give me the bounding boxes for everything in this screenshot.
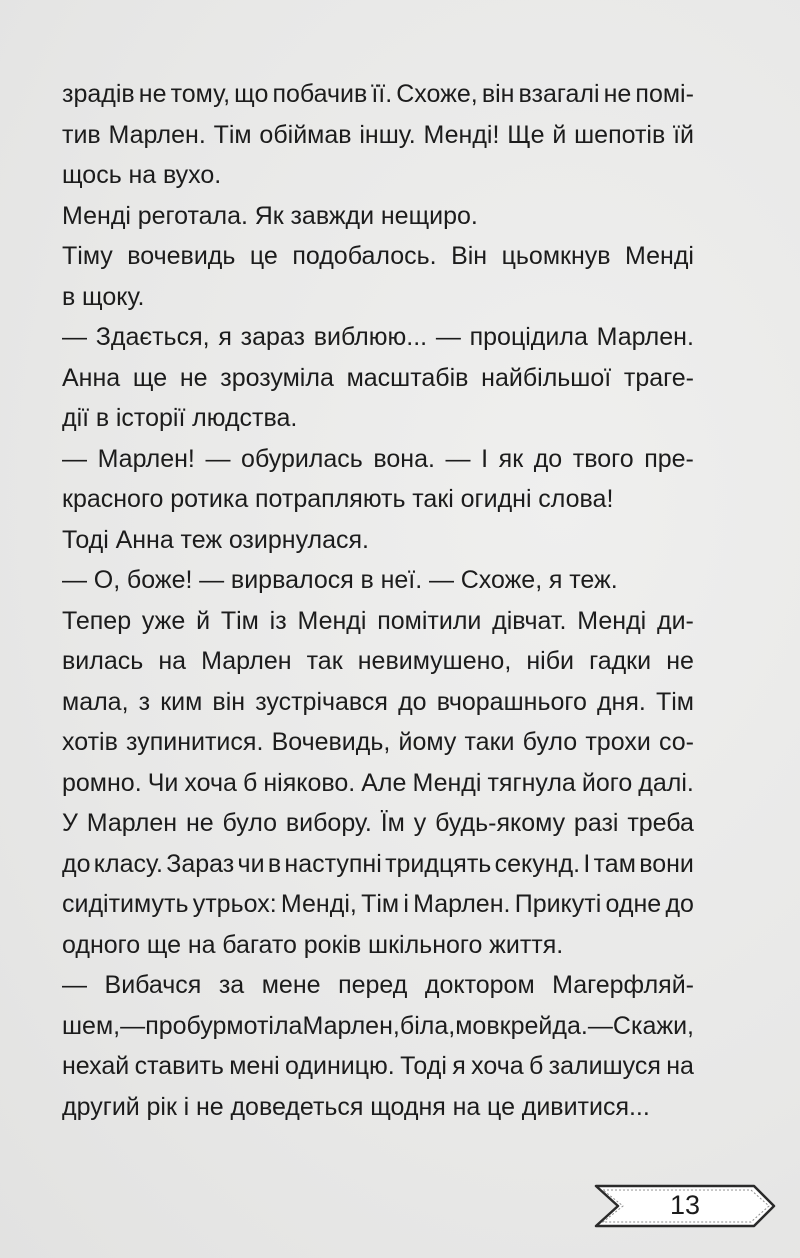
word: він xyxy=(212,687,246,716)
word: мені xyxy=(229,1052,280,1080)
word: людства. xyxy=(192,404,298,432)
word: років xyxy=(303,930,362,959)
word: озирнулася. xyxy=(228,525,369,554)
word: пре- xyxy=(644,444,694,473)
word: слова! xyxy=(538,485,614,513)
word: неї. xyxy=(380,566,423,594)
word: твого xyxy=(572,444,634,473)
word: Менді! xyxy=(423,120,500,149)
word: — xyxy=(62,323,87,351)
word: Марлен, xyxy=(302,1011,400,1040)
word: крейда. xyxy=(499,1011,588,1040)
text-line xyxy=(62,236,694,277)
word: їй xyxy=(673,120,694,149)
word: Марлен. xyxy=(596,323,694,351)
word: Марлен xyxy=(86,809,178,837)
word: обіймав xyxy=(259,120,352,149)
word: со- xyxy=(658,728,694,756)
word: — xyxy=(62,971,87,999)
word: хотів xyxy=(62,728,118,756)
word: мов xyxy=(455,1011,500,1040)
text-line xyxy=(62,520,694,561)
word: чи xyxy=(237,849,265,878)
word: — xyxy=(445,444,471,473)
word: Тепер xyxy=(62,606,132,635)
word: за xyxy=(218,971,245,999)
word: Вочевидь, xyxy=(271,728,391,756)
word: дня. xyxy=(596,687,646,716)
word: історії xyxy=(115,404,186,432)
word: Як xyxy=(254,201,284,230)
text-line xyxy=(62,439,694,480)
text-line xyxy=(62,560,694,601)
word: одиницю. xyxy=(285,1052,395,1080)
word: йому xyxy=(398,728,457,756)
page-number: 13 xyxy=(669,1190,701,1220)
word: іншу. xyxy=(359,120,416,149)
word: Тім xyxy=(213,120,252,149)
word: ставить xyxy=(134,1052,224,1080)
word: Тім xyxy=(220,606,259,635)
word: — xyxy=(205,444,231,473)
word: тому, xyxy=(170,80,231,108)
word: Чи xyxy=(147,768,179,797)
word: життя. xyxy=(489,930,564,959)
word: зрадів xyxy=(62,80,135,108)
word: там xyxy=(593,849,636,878)
word: взагалі xyxy=(518,80,600,108)
page-number-badge xyxy=(594,1184,776,1228)
word: так xyxy=(306,647,343,675)
word: не xyxy=(666,647,694,675)
word: І xyxy=(481,444,489,473)
word: Прикуті xyxy=(514,890,602,918)
word: шем, xyxy=(62,1011,121,1040)
word: потрапляють xyxy=(255,485,406,513)
body-text xyxy=(62,74,694,1127)
word: зустрічався xyxy=(255,687,388,716)
word: до xyxy=(398,687,427,716)
word: Марлен xyxy=(201,647,292,675)
text-line xyxy=(62,74,694,115)
word: Анна xyxy=(115,525,174,554)
word: щодня xyxy=(370,1092,446,1121)
word: ще xyxy=(146,930,182,959)
word: вибору. xyxy=(285,809,372,837)
word: Схоже, xyxy=(396,80,478,108)
word: помі- xyxy=(635,80,694,108)
text-line xyxy=(62,884,694,925)
word: в xyxy=(62,282,76,311)
word: разі xyxy=(573,809,619,837)
word: сидітимуть xyxy=(62,890,189,918)
word: Тім xyxy=(655,687,694,716)
word: щоку. xyxy=(82,282,145,311)
word: ромно. xyxy=(62,768,142,797)
text-line xyxy=(62,682,694,723)
word: не xyxy=(185,809,214,837)
word: гадки xyxy=(589,647,652,675)
word: шепотів xyxy=(574,120,666,149)
word: Менді xyxy=(625,242,694,270)
word: завжди xyxy=(290,201,375,230)
text-line xyxy=(62,763,694,804)
word: на xyxy=(128,161,157,189)
word: дії xyxy=(62,404,90,432)
word: боже! xyxy=(126,566,193,594)
word: ди- xyxy=(657,606,694,635)
word: У xyxy=(62,809,78,837)
word: й xyxy=(552,120,567,149)
word: наступні xyxy=(284,849,382,878)
word: хоча xyxy=(471,1052,524,1080)
word: в xyxy=(360,566,374,594)
word: на xyxy=(666,1052,694,1080)
word: — xyxy=(62,444,87,473)
word: — xyxy=(435,323,461,351)
word: Марлен. xyxy=(413,890,511,918)
word: Зараз xyxy=(166,849,235,878)
word: траге- xyxy=(623,363,694,392)
word: Марлен. xyxy=(108,120,206,149)
word: ротика xyxy=(170,485,249,513)
word: це xyxy=(487,1092,515,1121)
word: процідила xyxy=(469,323,588,351)
word: я xyxy=(452,1052,466,1080)
word: його xyxy=(581,768,633,797)
word: помітили xyxy=(377,606,482,635)
word: пробурмотіла xyxy=(145,1011,303,1040)
word: Здається, xyxy=(95,323,210,351)
word: доведеться xyxy=(230,1092,364,1121)
word: красного xyxy=(62,485,164,513)
word: він xyxy=(481,80,515,108)
word: зупинитися. xyxy=(126,728,264,756)
word: вона. xyxy=(373,444,435,473)
word: вирвалося xyxy=(230,566,354,594)
word: що xyxy=(234,80,269,108)
text-line xyxy=(62,358,694,399)
word: її. xyxy=(371,80,393,108)
word: масштабів xyxy=(346,363,469,392)
word: щось xyxy=(62,161,122,189)
word: із xyxy=(269,606,287,635)
word: мене xyxy=(261,971,321,999)
text-line xyxy=(62,1046,694,1087)
word: з xyxy=(138,687,151,716)
word: Тім xyxy=(361,890,400,918)
word: таки xyxy=(464,728,515,756)
text-line xyxy=(62,479,694,520)
word: Тіму xyxy=(62,242,113,270)
word: тридцять xyxy=(385,849,492,878)
text-line xyxy=(62,803,694,844)
word: не xyxy=(179,363,208,392)
word: на xyxy=(158,647,187,675)
word: І xyxy=(583,849,591,878)
word: Схоже, xyxy=(460,566,543,594)
text-line xyxy=(62,925,694,966)
word: нехай xyxy=(62,1052,130,1080)
text-line xyxy=(62,317,694,358)
word: Їм xyxy=(380,809,405,837)
word: було xyxy=(222,809,277,837)
word: реготала. xyxy=(137,201,248,230)
word: вони xyxy=(639,849,694,878)
text-line xyxy=(62,277,694,318)
text-line xyxy=(62,115,694,156)
word: Він xyxy=(451,242,488,270)
word: вухо. xyxy=(162,161,222,189)
text-line xyxy=(62,641,694,682)
word: такі xyxy=(412,485,454,513)
word: не xyxy=(138,80,167,108)
word: тив xyxy=(62,120,101,149)
word: й xyxy=(196,606,211,635)
word: Вибачся xyxy=(104,971,202,999)
word: я xyxy=(548,566,563,594)
text-line xyxy=(62,722,694,763)
word: — xyxy=(428,566,454,594)
text-line xyxy=(62,1087,694,1128)
word: б xyxy=(242,768,258,797)
word: теж xyxy=(180,525,223,554)
word: утрьох: xyxy=(192,890,277,918)
word: до xyxy=(533,444,563,473)
word: і xyxy=(403,890,409,918)
text-line xyxy=(62,601,694,642)
word: це xyxy=(249,242,278,270)
word: теж. xyxy=(569,566,618,594)
text-line xyxy=(62,965,694,1006)
word: другий xyxy=(62,1092,140,1121)
word: — xyxy=(199,566,225,594)
word: як xyxy=(498,444,524,473)
word: зрозуміла xyxy=(220,363,334,392)
word: класу. xyxy=(93,849,163,878)
word: Марлен! xyxy=(97,444,195,473)
word: секунд. xyxy=(494,849,581,878)
word: доктором xyxy=(424,971,535,999)
text-line xyxy=(62,1006,694,1047)
word: до xyxy=(62,849,91,878)
word: трохи xyxy=(585,728,651,756)
text-line xyxy=(62,155,694,196)
word: Менді, xyxy=(280,890,357,918)
word: треба xyxy=(627,809,694,837)
word: у xyxy=(413,809,427,837)
word: найбільшої xyxy=(481,363,612,392)
word: Магерфляй- xyxy=(552,971,694,999)
word: Скажи, xyxy=(612,1011,694,1040)
word: Менді xyxy=(412,768,482,797)
word: подобалось. xyxy=(292,242,437,270)
word: рік xyxy=(146,1092,177,1121)
text-line xyxy=(62,398,694,439)
word: вочевидь xyxy=(127,242,236,270)
word: Менді xyxy=(297,606,367,635)
word: багато xyxy=(222,930,297,959)
word: ще xyxy=(132,363,168,392)
word: було xyxy=(522,728,578,756)
word: не xyxy=(603,80,632,108)
text-line xyxy=(62,844,694,885)
word: хоча xyxy=(184,768,237,797)
word: уже xyxy=(141,606,186,635)
word: зараз xyxy=(240,323,305,351)
word: нещиро. xyxy=(380,201,478,230)
word: Ще xyxy=(507,120,545,149)
word: Але xyxy=(361,768,407,797)
word: будь-якому xyxy=(435,809,566,837)
word: ніби xyxy=(526,647,575,675)
word: мала, xyxy=(62,687,129,716)
word: вчорашнього xyxy=(436,687,587,716)
word: біла, xyxy=(399,1011,456,1040)
word: ким xyxy=(160,687,203,716)
word: Анна xyxy=(62,363,121,392)
word: дівчат. xyxy=(492,606,567,635)
word: — xyxy=(120,1011,146,1040)
word: ніяково. xyxy=(263,768,356,797)
word: Менді xyxy=(62,201,131,230)
word: одне xyxy=(605,890,662,918)
word: в xyxy=(267,849,282,878)
word: шкільного xyxy=(368,930,483,959)
word: в xyxy=(95,404,110,432)
word: далі. xyxy=(638,768,694,797)
word: вилась xyxy=(62,647,144,675)
word: перед xyxy=(338,971,408,999)
word: і xyxy=(183,1092,190,1121)
word: — xyxy=(587,1011,613,1040)
word: на xyxy=(187,930,216,959)
word: виблюю... xyxy=(313,323,428,351)
word: огидні xyxy=(460,485,532,513)
word: на xyxy=(452,1092,481,1121)
word: невимушено, xyxy=(357,647,512,675)
word: не xyxy=(195,1092,224,1121)
word: тягнула xyxy=(487,768,576,797)
word: О, xyxy=(93,566,121,594)
word: цьомкнув xyxy=(501,242,611,270)
word: до xyxy=(665,890,694,918)
word: Менді xyxy=(577,606,647,635)
word: б xyxy=(529,1052,544,1080)
word: дивитися... xyxy=(521,1092,650,1121)
word: одного xyxy=(62,930,141,959)
word: обурилась xyxy=(241,444,363,473)
word: — xyxy=(62,566,87,594)
word: я xyxy=(218,323,232,351)
text-line xyxy=(62,196,694,237)
word: побачив xyxy=(272,80,368,108)
word: Тоді xyxy=(400,1052,447,1080)
word: залишуся xyxy=(548,1052,661,1080)
word: Тоді xyxy=(62,525,109,554)
